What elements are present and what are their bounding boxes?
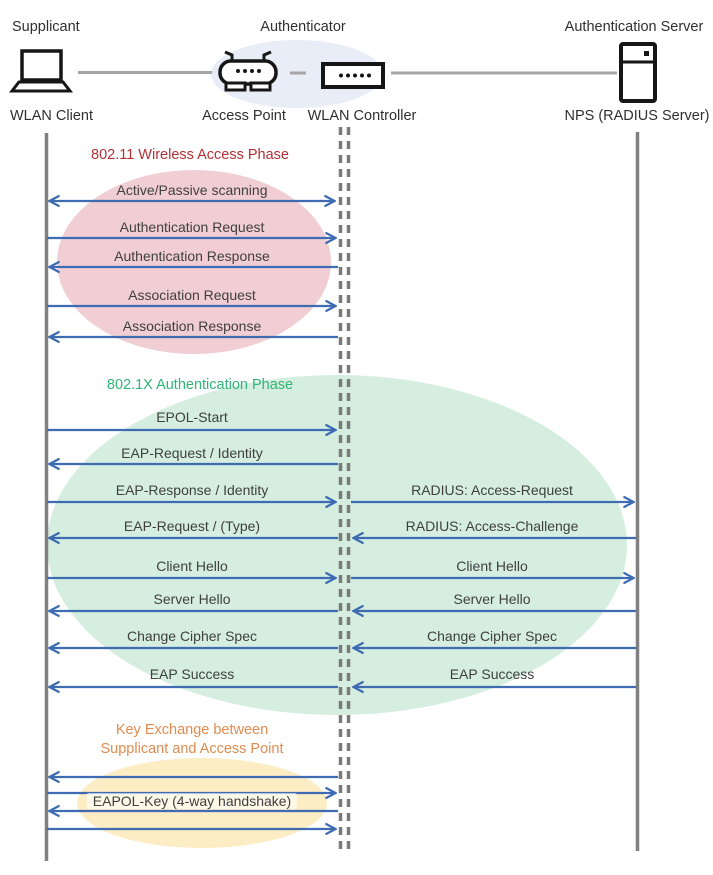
message-label: Server Hello [453, 591, 531, 607]
role-supplicant: Supplicant [12, 19, 80, 35]
wlan-controller-icon [323, 64, 383, 87]
role-authenticator: Authenticator [260, 19, 346, 35]
phase3-title-line2: Supplicant and Access Point [100, 741, 284, 757]
message-label: Association Request [128, 287, 256, 303]
device-nps-radius-server: NPS (RADIUS Server) [564, 108, 710, 124]
phase2-ellipse [47, 375, 627, 715]
laptop-icon [12, 51, 70, 91]
message-label: EAP-Request / Identity [121, 445, 263, 461]
message-label: RADIUS: Access-Request [411, 482, 573, 498]
message-label: Change Cipher Spec [427, 628, 557, 644]
message-label: Association Response [122, 318, 262, 334]
message-label: EPOL-Start [156, 409, 228, 425]
role-authentication-server: Authentication Server [564, 19, 704, 35]
message-label: Client Hello [156, 558, 228, 574]
device-wlan-client: WLAN Client [10, 108, 93, 124]
message-label: EAPOL-Key (4-way handshake) [87, 793, 297, 809]
message-label: EAP-Request / (Type) [123, 518, 261, 534]
message-label: Server Hello [153, 591, 231, 607]
message-label: Authentication Request [119, 219, 265, 235]
message-label: EAP-Response / Identity [115, 482, 269, 498]
message-label: Change Cipher Spec [127, 628, 257, 644]
device-access-point: Access Point [202, 108, 286, 124]
phase1-title: 802.11 Wireless Access Phase [91, 147, 289, 163]
phase3-title-line1: Key Exchange between [115, 722, 269, 738]
message-label: EAP Success [149, 666, 235, 682]
server-icon [621, 44, 655, 101]
message-label: Authentication Response [114, 248, 270, 264]
message-label: Active/Passive scanning [116, 182, 268, 198]
message-label: EAP Success [449, 666, 535, 682]
phase2-title: 802.1X Authentication Phase [106, 377, 294, 393]
message-label: Client Hello [456, 558, 528, 574]
message-label: RADIUS: Access-Challenge [405, 518, 579, 534]
device-wlan-controller: WLAN Controller [307, 108, 417, 124]
